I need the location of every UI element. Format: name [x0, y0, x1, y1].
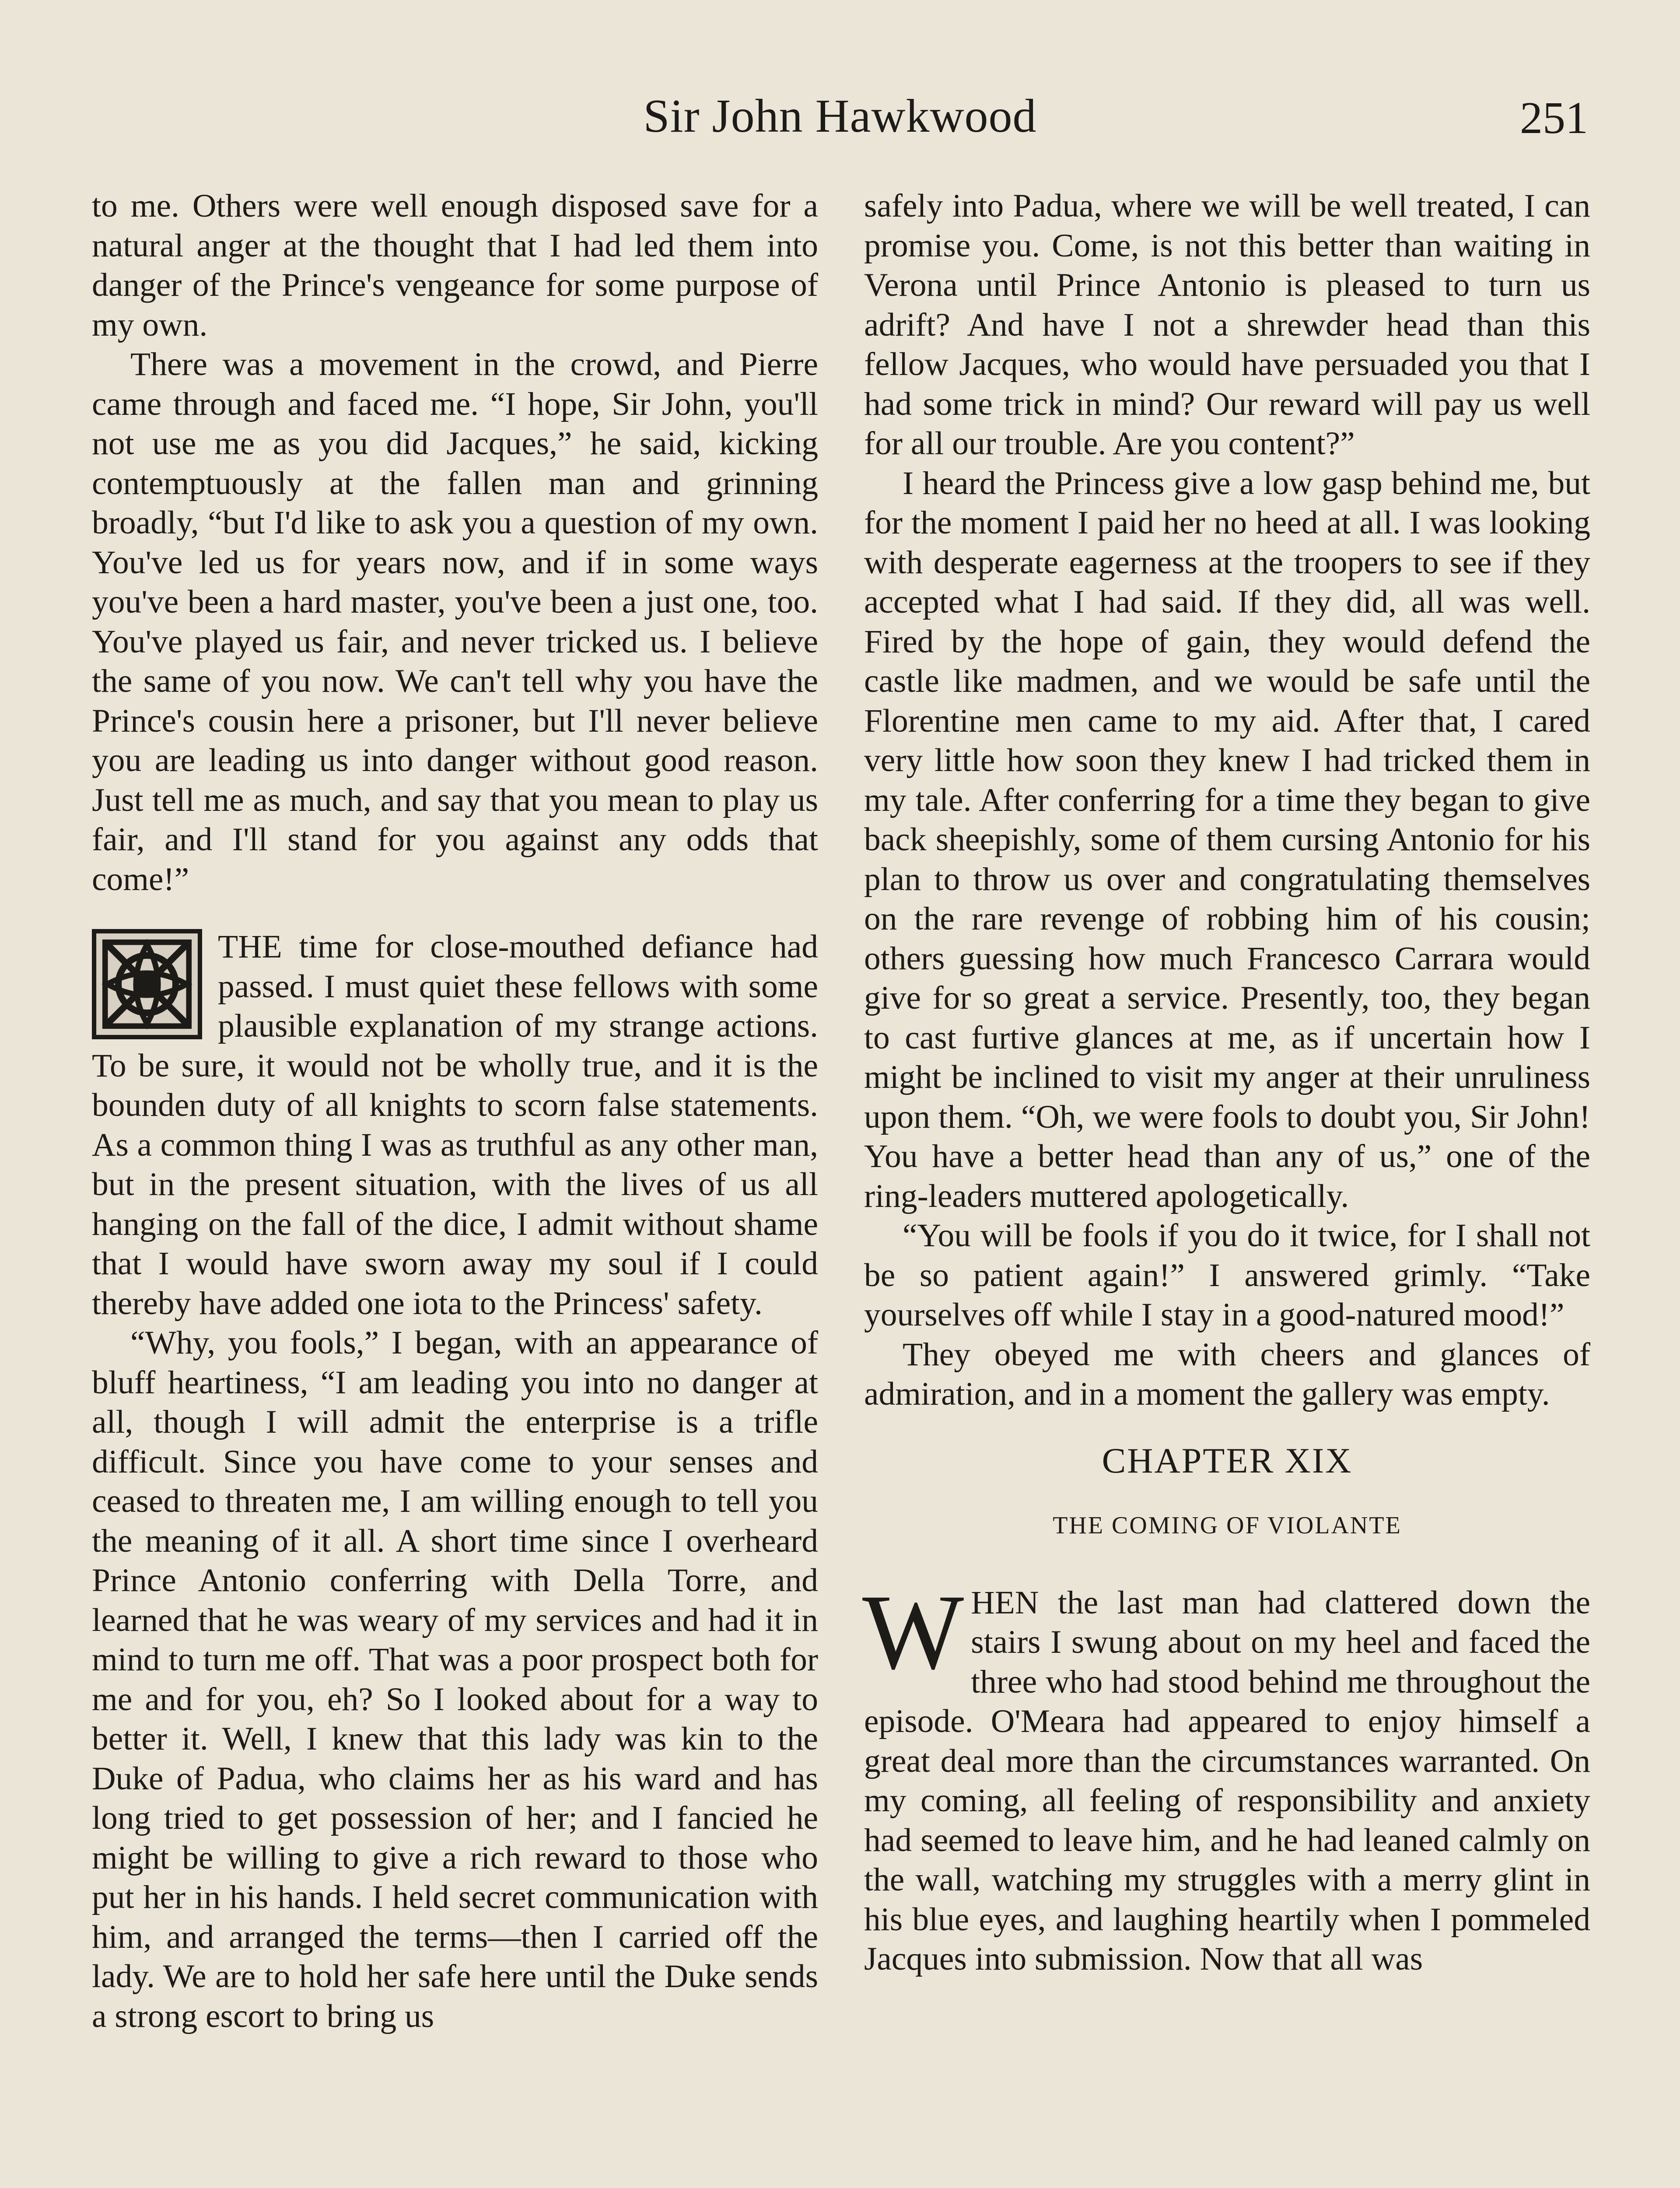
chapter-heading: CHAPTER XIX [1102, 1440, 1353, 1480]
ornament-paragraph [92, 927, 818, 1323]
paragraph: safely into Padua, where we will be well treated, I can promise you. Come, is not this better than waiting in Verona until Prince Antonio is pleased to turn us adrift? And have I not a shrewder head than this fellow Jacques, who would have persuaded you that I had some trick in mind? Our reward will pay us well for all our trouble. Are you content?” [864, 188, 1590, 462]
paragraph: They obeyed me with cheers and glances of admiration, and in a moment the gallery was empty. [864, 1336, 1590, 1412]
paragraph: to me. Others were well enough disposed save for a natural anger at the thought that I had led them into danger of the Prince's vengeance for some purpose of my own. [92, 188, 818, 343]
drop-cap: W [862, 1572, 964, 1692]
paragraph: “You will be fools if you do it twice, for I shall not be so patient again!” I answered grimly. “Take yourselves off while I stay in a good-natured mood!” [864, 1217, 1590, 1333]
chapter-opening-paragraph [862, 1572, 1590, 1979]
chapter-subtitle: THE COMING OF VIOLANTE [1053, 1511, 1402, 1539]
paragraph: There was a movement in the crowd, and Pierre came through and faced me. “I hope, Sir John, you'll not use me as you did Jacques,” he said, kicking contemptuously at the fallen man and grinning broadly, “but I'd like to ask you a question of my own. You've led us for years now, and if in some ways you've been a hard master, you've been a just one, too. You've played us fair, and never tricked us. I believe the same of you now. We can't tell why you have the Prince's cousin here a prisoner, but I'll never believe you are leading us into danger without good reason. Just tell me as much, and say that you mean to play us fair, and I'll stand for you against any odds that come!” [92, 346, 818, 898]
left-column [92, 186, 818, 2188]
knotwork-ornament-icon [92, 929, 202, 1039]
running-head [0, 0, 1680, 210]
right-column [864, 186, 1590, 2188]
paragraph-text: HEN the last man had clattered down the stairs I swung about on my heel and faced the three who had stood behind me throughout the episode. O'Meara had appeared to enjoy himself a great deal more than the circumstances warranted. On my coming, all feeling of responsibility and anxiety had seemed to leave him, and he had leaned calmly on the wall, watching my struggles with a merry glint in his blue eyes, and laughing heartily when I pommeled Jacques into submission. Now that all was [864, 1584, 1590, 1977]
paragraph: I heard the Princess give a low gasp behind me, but for the moment I paid her no heed at all. I was looking with desperate eagerness at the troopers to see if they accepted what I had said. If they did, all was well. Fired by the hope of gain, they would defend the castle like madmen, and we would be safe until the Florentine men came to my aid. After that, I cared very little how soon they knew I had tricked them in my tale. After conferring for a time they began to give back sheepishly, some of them cursing Antonio for his plan to throw us over and congratulating themselves on the rare revenge of robbing him of his cousin; others guessing how much Francesco Carrara would give for so great a service. Presently, too, they began to cast furtive glances at me, as if uncertain how I might be inclined to visit my anger at their unruliness upon them. “Oh, we were fools to doubt you, Sir John! You have a better head than any of us,” one of the ring-leaders muttered apologetically. [864, 465, 1590, 1214]
page-number: 251 [1520, 93, 1588, 143]
page-title: Sir John Hawkwood [643, 90, 1037, 142]
paragraph: “Why, you fools,” I began, with an appearance of bluff heartiness, “I am leading you into no danger at all, though I will admit the enterprise is a trifle difficult. Since you have come to your senses and ceased to threaten me, I am willing enough to tell you the meaning of it all. A short time since I overheard Prince Antonio conferring with Della Torre, and learned that he was weary of my services and had it in mind to turn me off. That was a poor prospect both for me and for you, eh? So I looked about for a way to better it. Well, I knew that this lady was kin to the Duke of Padua, who claims her as his ward and has long tried to get possession of her; and I fancied he might be willing to give a rich reward to those who put her in his hands. I held secret communication with him, and arranged the terms—then I carried off the lady. We are to hold her safe here until the Duke sends a strong escort to bring us [92, 1325, 818, 2034]
paragraph-text: THE time for close-mouthed defiance had passed. I must quiet these fellows with some plausible explanation of my strange actions. To be sure, it would not be wholly true, and it is the bounden duty of all knights to scorn false statements. As a common thing I was as truthful as any other man, but in the present situation, with the lives of us all hanging on the fall of the dice, I admit without shame that I would have sworn away my soul if I could thereby have added one iota to the Princess' safety. [92, 929, 818, 1322]
